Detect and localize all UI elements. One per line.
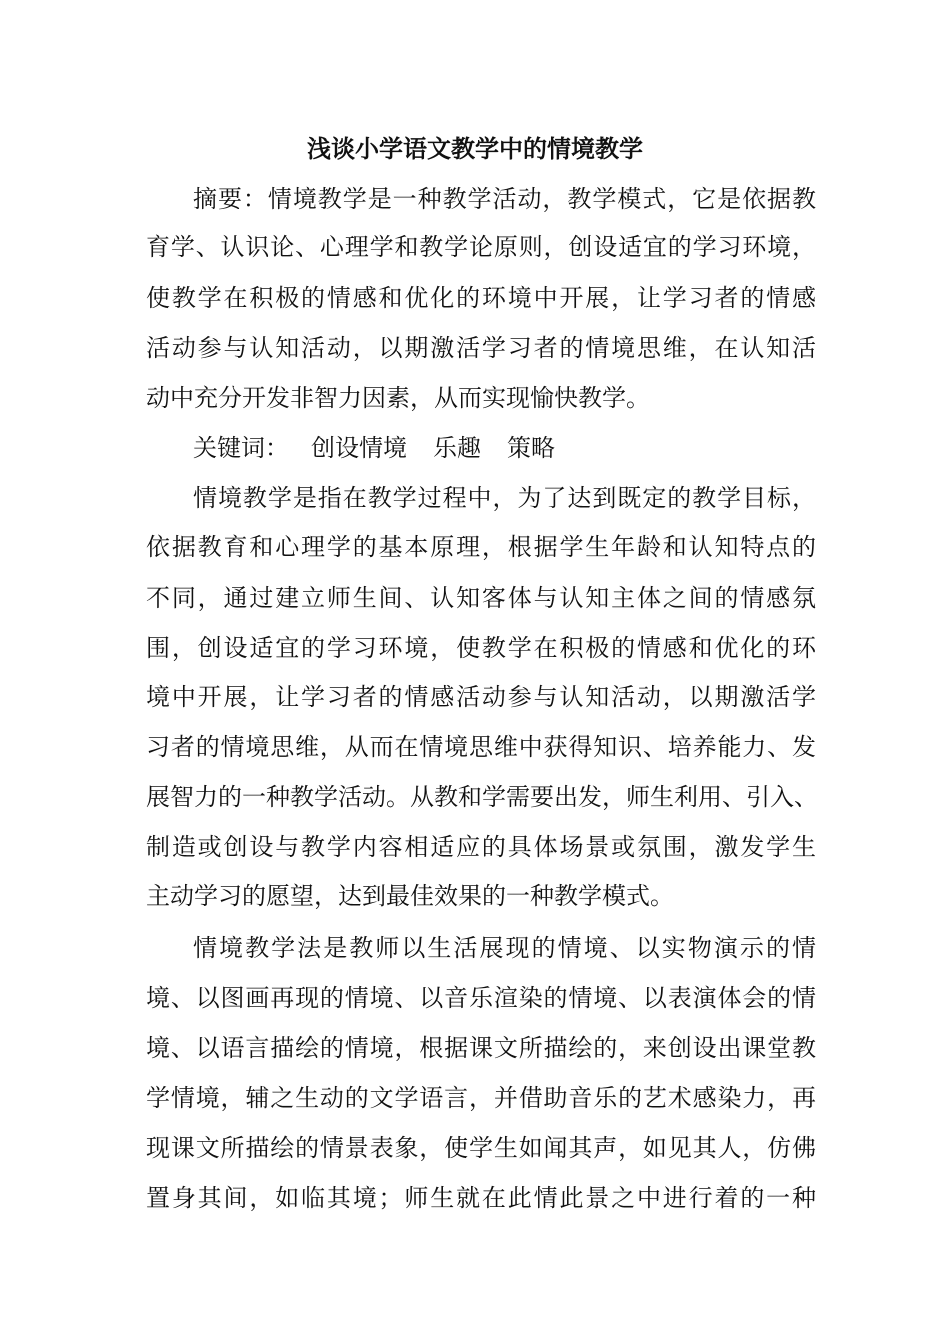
paragraph-line: 依据教育和心理学的基本原理，根据学生年龄和认知特点的 xyxy=(146,533,816,561)
paragraph-line: 展智力的一种教学活动。从教和学需要出发，师生利用、引入、 xyxy=(146,783,818,811)
paragraph-line: 不同，通过建立师生间、认知客体与认知主体之间的情感氛 xyxy=(146,584,816,612)
paragraph-line: 围，创设适宜的学习环境，使教学在积极的情感和优化的环 xyxy=(146,634,816,662)
keyword-item: 创设情境 xyxy=(311,434,407,462)
paragraph-line: 境、以图画再现的情境、以音乐渲染的情境、以表演体会的情 xyxy=(146,984,816,1012)
abstract-line: 活动参与认知活动，以期激活学习者的情境思维，在认知活 xyxy=(146,334,816,362)
paragraph-line: 习者的情境思维，从而在情境思维中获得知识、培养能力、发 xyxy=(146,733,816,761)
paragraph-line: 情境教学是指在教学过程中，为了达到既定的教学目标， xyxy=(193,484,816,512)
keywords-line xyxy=(193,430,816,466)
paragraph-line: 学情境，辅之生动的文学语言，并借助音乐的艺术感染力，再 xyxy=(146,1084,816,1112)
paragraph-line: 主动学习的愿望，达到最佳效果的一种教学模式。 xyxy=(146,882,674,910)
document-title: 浅谈小学语文教学中的情境教学 xyxy=(307,134,643,163)
paragraph-line: 境中开展，让学习者的情感活动参与认知活动，以期激活学 xyxy=(146,683,816,711)
paragraph-line: 情境教学法是教师以生活展现的情境、以实物演示的情 xyxy=(193,934,816,962)
paragraph-line: 现课文所描绘的情景表象，使学生如闻其声，如见其人，仿佛 xyxy=(146,1134,816,1162)
abstract-line: 使教学在积极的情感和优化的环境中开展，让学习者的情感 xyxy=(146,284,816,312)
paragraph-line: 置身其间，如临其境；师生就在此情此景之中进行着的一种 xyxy=(146,1184,816,1212)
abstract-line: 摘要：情境教学是一种教学活动，教学模式，它是依据教 xyxy=(193,185,816,213)
abstract-line: 动中充分开发非智力因素，从而实现愉快教学。 xyxy=(146,384,650,412)
keyword-item: 乐趣 xyxy=(433,434,481,462)
abstract-line: 育学、认识论、心理学和教学论原则，创设适宜的学习环境， xyxy=(146,233,816,261)
keywords-label: 关键词： xyxy=(193,434,289,462)
paragraph-line: 境、以语言描绘的情境，根据课文所描绘的，来创设出课堂教 xyxy=(146,1034,816,1062)
keyword-item: 策略 xyxy=(507,434,555,462)
paragraph-line: 制造或创设与教学内容相适应的具体场景或氛围，激发学生 xyxy=(146,833,816,861)
